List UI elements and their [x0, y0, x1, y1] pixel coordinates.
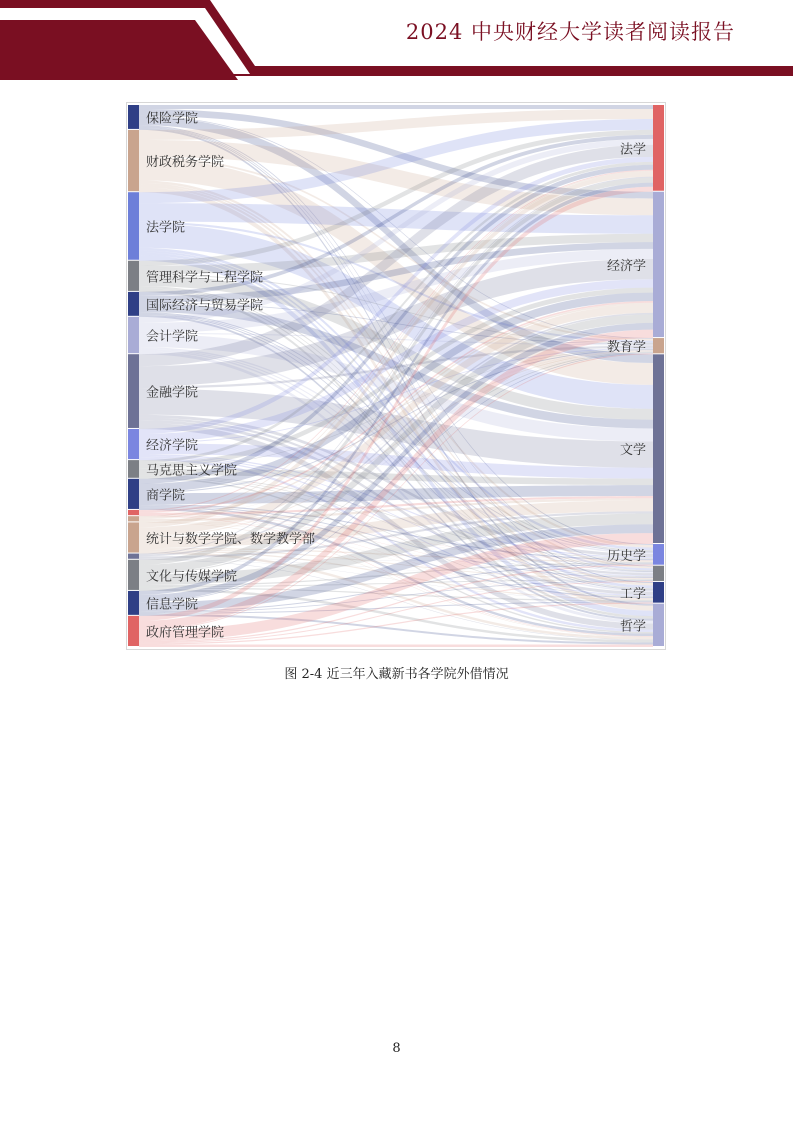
target-label: 法学 — [619, 142, 646, 158]
source-node — [128, 616, 139, 646]
sankey-figure — [126, 102, 666, 650]
sankey-chart — [127, 103, 665, 649]
source-node — [128, 479, 139, 509]
source-label: 商学院 — [146, 488, 186, 504]
source-label: 金融学院 — [146, 385, 199, 401]
source-label: 经济学院 — [146, 438, 199, 454]
target-node — [653, 192, 664, 337]
source-label: 会计学院 — [146, 329, 199, 345]
figure-caption: 图 2-4 近三年入藏新书各学院外借情况 — [284, 667, 509, 682]
sankey-links — [139, 105, 653, 647]
target-node — [653, 566, 664, 581]
source-label: 法学院 — [146, 220, 186, 236]
target-node — [653, 338, 664, 353]
page-number: 8 — [392, 1041, 401, 1056]
source-node — [128, 591, 139, 615]
source-label: 国际经济与贸易学院 — [146, 298, 264, 314]
target-node — [653, 604, 664, 646]
source-node — [128, 130, 139, 191]
target-node — [653, 582, 664, 603]
target-label: 工学 — [619, 586, 646, 602]
sankey-link — [139, 645, 653, 647]
source-label: 政府管理学院 — [146, 625, 225, 641]
target-node — [653, 105, 664, 191]
source-node — [128, 292, 139, 316]
source-label: 马克思主义学院 — [146, 463, 238, 479]
source-node — [128, 460, 139, 478]
target-node — [653, 354, 664, 543]
target-label: 历史学 — [606, 548, 646, 564]
source-label: 财政税务学院 — [146, 155, 225, 171]
target-label: 经济学 — [606, 258, 646, 274]
source-node — [128, 317, 139, 353]
source-label: 信息学院 — [146, 597, 199, 613]
source-node — [128, 510, 139, 515]
target-label: 哲学 — [619, 619, 646, 635]
source-node — [128, 261, 139, 291]
source-label: 保险学院 — [146, 111, 199, 127]
target-node — [653, 544, 664, 565]
source-node — [128, 554, 139, 559]
source-node — [128, 516, 139, 521]
source-node — [128, 192, 139, 260]
report-title: 2024 中央财经大学读者阅读报告 — [405, 20, 735, 44]
target-label: 教育学 — [606, 340, 646, 356]
target-label: 文学 — [619, 443, 646, 459]
source-label: 统计与数学学院、数学教学部 — [146, 531, 316, 547]
source-node — [128, 560, 139, 590]
source-label: 文化与传媒学院 — [146, 569, 238, 585]
sankey-link — [139, 105, 653, 109]
source-node — [128, 105, 139, 129]
source-node — [128, 429, 139, 459]
source-label: 管理科学与工程学院 — [146, 270, 264, 286]
source-node — [128, 522, 139, 552]
source-node — [128, 354, 139, 428]
